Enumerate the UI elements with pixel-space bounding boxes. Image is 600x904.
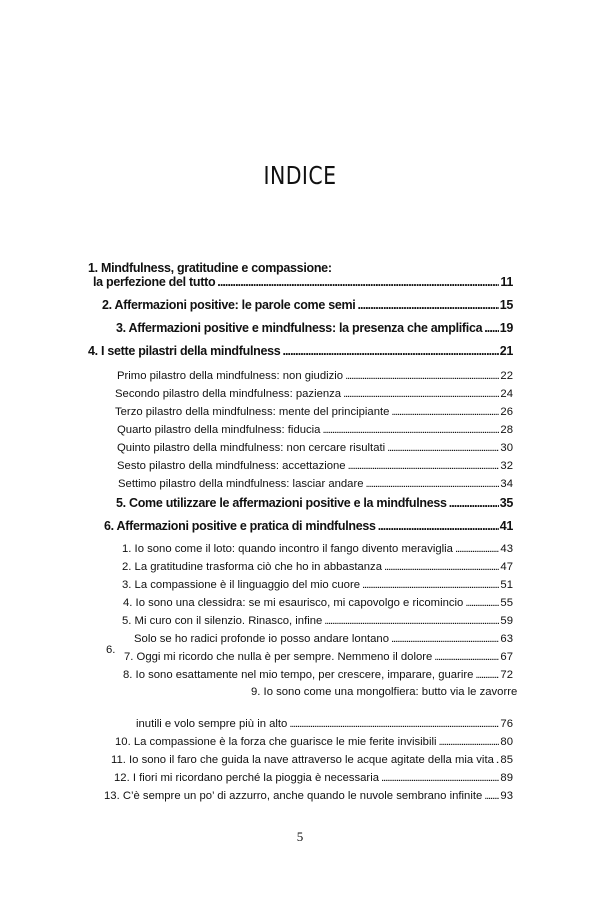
toc-entry-page: 21 bbox=[499, 344, 513, 358]
toc-entry-page: 41 bbox=[499, 519, 513, 533]
toc-entry-page: 19 bbox=[499, 321, 513, 335]
toc-entry-affirmation-2[interactable] bbox=[122, 558, 513, 576]
toc-entry-label: 6. Affermazioni positive e pratica di mindfulness bbox=[104, 519, 376, 533]
toc-entry-chapter-2[interactable] bbox=[102, 296, 513, 314]
toc-entry-affirmation-5[interactable] bbox=[122, 612, 513, 630]
toc-entry-label: Terzo pilastro della mindfulness: mente del principiante bbox=[115, 406, 390, 418]
toc-entry-label: la perfezione del tutto bbox=[93, 275, 216, 289]
toc-entry-label: Quarto pilastro della mindfulness: fiducia bbox=[117, 424, 321, 436]
toc-entry-label: Secondo pilastro della mindfulness: pazienza bbox=[115, 388, 342, 400]
toc-entry-pillar-5[interactable] bbox=[117, 439, 513, 457]
dot-leader bbox=[343, 367, 499, 385]
toc-entry-page: 28 bbox=[500, 424, 513, 436]
toc-entry-label: 2. La gratitudine trasforma ciò che ho in abbastanza bbox=[122, 561, 382, 573]
dot-leader bbox=[385, 439, 499, 457]
dot-leader bbox=[287, 715, 499, 733]
dot-leader bbox=[346, 457, 500, 475]
toc-entry-page: 32 bbox=[500, 460, 513, 472]
dot-leader bbox=[364, 475, 500, 493]
toc-entry-affirmation-3[interactable] bbox=[122, 576, 513, 594]
toc-entry-chapter-6[interactable] bbox=[104, 517, 513, 535]
page-number: 5 bbox=[296, 829, 304, 844]
dot-leader bbox=[379, 769, 499, 787]
dot-leader bbox=[482, 319, 498, 337]
toc-entry-affirmation-9[interactable] bbox=[136, 715, 513, 733]
toc-entry-page: 89 bbox=[500, 772, 513, 784]
toc-entry-label: 4. I sette pilastri della mindfulness bbox=[88, 344, 281, 358]
dot-leader bbox=[320, 421, 499, 439]
dot-leader bbox=[463, 594, 499, 612]
toc-entry-page: 67 bbox=[500, 651, 513, 663]
stray-entry-number: 6. bbox=[106, 644, 116, 656]
toc-entry-pillar-2[interactable] bbox=[115, 385, 513, 403]
toc-entry-pillar-6[interactable] bbox=[117, 457, 513, 475]
toc-entry-page: 15 bbox=[499, 298, 513, 312]
toc-entry-label: 8. Io sono esattamente nel mio tempo, per crescere, imparare, guarire bbox=[123, 669, 474, 681]
toc-entry-affirmation-13[interactable] bbox=[104, 787, 513, 805]
dot-leader bbox=[322, 612, 499, 630]
toc-entry-label: Primo pilastro della mindfulness: non giudizio bbox=[117, 370, 344, 382]
dot-leader bbox=[432, 648, 499, 666]
toc-entry-affirmation-10[interactable] bbox=[115, 733, 513, 751]
toc-entry-pillar-3[interactable] bbox=[115, 403, 513, 421]
toc-entry-affirmation-11[interactable] bbox=[111, 751, 513, 769]
toc-entry-affirmation-9-line-1[interactable] bbox=[251, 683, 517, 701]
toc-entry-label: Quinto pilastro della mindfulness: non cercare risultati bbox=[117, 442, 386, 454]
toc-entry-page: 55 bbox=[500, 597, 513, 609]
toc-entry-page: 85 bbox=[500, 754, 513, 766]
toc-entry-affirmation-1[interactable] bbox=[122, 540, 513, 558]
toc-entry-label: 4. Io sono una clessidra: se mi esaurisco, mi capovolgo e ricomincio bbox=[123, 597, 464, 609]
toc-entry-label: 12. I fiori mi ricordano perché la pioggia è necessaria bbox=[114, 772, 379, 784]
toc-entry-pillar-4[interactable] bbox=[117, 421, 513, 439]
toc-entry-chapter-4[interactable] bbox=[88, 342, 513, 360]
toc-entry-label: 7. Oggi mi ricordo che nulla è per sempre. Nemmeno il dolore bbox=[124, 651, 433, 663]
toc-entry-label: 3. La compassione è il linguaggio del mio cuore bbox=[122, 579, 361, 591]
toc-entry-affirmation-4[interactable] bbox=[123, 594, 513, 612]
toc-entry-page: 43 bbox=[500, 543, 513, 555]
toc-entry-label: 5. Mi curo con il silenzio. Rinasco, infine bbox=[122, 615, 323, 627]
dot-leader bbox=[341, 385, 499, 403]
toc-entry-label: 11. Io sono il faro che guida la nave attraverso le acque agitate della mia vita bbox=[111, 754, 494, 766]
toc-entry-label: inutili e volo sempre più in alto bbox=[136, 718, 288, 730]
dot-leader bbox=[382, 558, 499, 576]
dot-leader bbox=[389, 403, 499, 421]
index-title: INDICE bbox=[263, 161, 337, 190]
toc-entry-page: 11 bbox=[500, 275, 513, 289]
toc-entry-label: Sesto pilastro della mindfulness: accettazione bbox=[117, 460, 346, 472]
toc-entry-pillar-1[interactable] bbox=[117, 367, 513, 385]
dot-leader bbox=[376, 517, 499, 535]
toc-entry-page: 59 bbox=[500, 615, 513, 627]
toc-entry-page: 34 bbox=[500, 478, 513, 490]
dot-leader bbox=[482, 787, 499, 805]
dot-leader bbox=[389, 630, 499, 648]
dot-leader bbox=[215, 273, 499, 291]
toc-entry-page: 76 bbox=[500, 718, 513, 730]
toc-entry-page: 26 bbox=[500, 406, 513, 418]
toc-entry-label: Solo se ho radici profonde io posso andare lontano bbox=[134, 633, 389, 645]
toc-entry-affirmation-12[interactable] bbox=[114, 769, 513, 787]
toc-entry-page: 30 bbox=[500, 442, 513, 454]
toc-entry-label: 1. Mindfulness, gratitudine e compassione: bbox=[88, 261, 332, 275]
dot-leader bbox=[447, 494, 499, 512]
toc-entry-label: 13. C’è sempre un po’ di azzurro, anche quando le nuvole sembrano infinite bbox=[104, 790, 483, 802]
toc-entry-page: 47 bbox=[500, 561, 513, 573]
toc-entry-page: 63 bbox=[500, 633, 513, 645]
toc-entry-page: 35 bbox=[499, 496, 513, 510]
dot-leader bbox=[355, 296, 498, 314]
toc-entry-affirmation-7[interactable] bbox=[124, 648, 513, 666]
toc-entry-page: 80 bbox=[500, 736, 513, 748]
dot-leader bbox=[473, 666, 499, 684]
toc-entry-pillar-7[interactable] bbox=[118, 475, 513, 493]
toc-entry-label: 2. Affermazioni positive: le parole come semi bbox=[102, 298, 356, 312]
toc-entry-chapter-1[interactable] bbox=[93, 273, 513, 291]
toc-entry-page: 72 bbox=[500, 669, 513, 681]
toc-entry-label: 9. Io sono come una mongolfiera: butto via le zavorre bbox=[251, 686, 518, 698]
toc-entry-label: 10. La compassione è la forza che guarisce le mie ferite invisibili bbox=[115, 736, 437, 748]
dot-leader bbox=[280, 342, 498, 360]
dot-leader bbox=[453, 540, 499, 558]
toc-entry-page: 51 bbox=[500, 579, 513, 591]
dot-leader bbox=[360, 576, 499, 594]
toc-entry-page: 24 bbox=[500, 388, 513, 400]
toc-entry-affirmation-6[interactable] bbox=[134, 630, 513, 648]
toc-entry-affirmation-8[interactable] bbox=[123, 666, 513, 684]
toc-entry-label: 3. Affermazioni positive e mindfulness: la presenza che amplifica bbox=[116, 321, 483, 335]
toc-entry-label: 5. Come utilizzare le affermazioni positive e la mindfulness bbox=[116, 496, 447, 510]
toc-entry-chapter-5[interactable] bbox=[116, 494, 513, 512]
toc-entry-label: 1. Io sono come il loto: quando incontro il fango divento meraviglia bbox=[122, 543, 453, 555]
toc-entry-page: 93 bbox=[500, 790, 513, 802]
toc-entry-page: 22 bbox=[500, 370, 513, 382]
toc-entry-label: Settimo pilastro della mindfulness: lasciar andare bbox=[118, 478, 364, 490]
dot-leader bbox=[437, 733, 500, 751]
toc-entry-chapter-3[interactable] bbox=[116, 319, 513, 337]
